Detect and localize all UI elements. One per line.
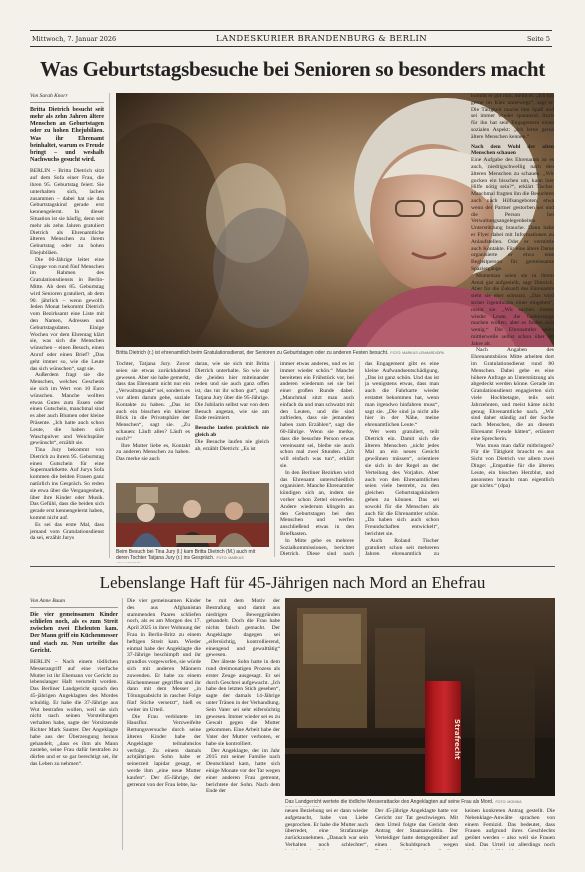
- paragraph: Der älteste Sohn hatte in dem rund dreimonatigen Prozess als erster Zeuge ausgesagt. Er sei durch Geschrei aufgewacht. „Ich habe den letzten Stich gesehen“, sagte der damals 14-Jährige unter Tränen in der Verhandlung. Sein Vater sei sehr eifersüchtig gewesen. Immer wieder sei es zu Gewalt gegen die Mutter gekommen. Eine Arbeit habe der Vater der Mutter verboten, er habe sie kontrolliert.: [206, 659, 280, 747]
- paragraph: Der Angeklagte, der im Jahr 2015 mit seiner Familie nach Deutschland kam, hatte sich einige Monate vor der Tat wegen einer anderen Frau getrennt, berichtete der Sohn. Nach dem Ende der: [206, 747, 280, 795]
- paragraph: keinen konkreten Antrag gestellt. Die Nebenklage-Anwälte sprachen von einem Femizid. Das bedeutet, dass Frauen aufgrund ihres Geschlechts getötet werden – also weil sie Frauen sind. Das Urteil ist allerdings noch: [465, 808, 555, 848]
- article1-subheading-2: Nach dem Wohl der alten Menschen schauen: [471, 143, 554, 157]
- photo-courtroom: [285, 598, 555, 796]
- masthead: [30, 30, 552, 47]
- paragraph: Der 45-jährige Angeklagte hatte vor Gericht zur Tat geschwiegen. Mit dem Urteil folgte das Gericht dem Antrag der Staatsanwältin. Der Verteidiger hatte demgegenüber auf einen Schuldspruch wegen: [375, 808, 458, 848]
- paragraph: daran, wie sie sich mit Britta Dietrich unterhalte. So wie sie die „beiden hier miteinander reden und sie auch ganz offen ist, das tut ihr schon gut“, sagt Tatjana Jury über die 95-Jährige. Die Jubilarin selbst war von dem Besuch angetan, wie sie am Ende resümiert.: [195, 361, 269, 422]
- photo3-caption: [285, 799, 555, 807]
- paragraph: Außerdem fragt sie die Menschen, welches Geschenk sie sich im Wert von 10 Euro wünschen. Manche wollten etwas Gutes zum Essen oder einen Gutschein, manchmal sind es aber auch Blumen oder kleine Präsente. „Ich hatte auch schon Leute, die haben sich Waschpulver und Weichspüler gewünscht“, erzählt sie.: [30, 372, 104, 447]
- paragraph: Auch Roland Tischer gratuliert schon seit mehreren Jahren ehrenamtlich zu: [365, 537, 439, 557]
- paragraph: Es sei das erste Mal, dass jemand vom Gratulationsdienst da sei, erzählt Jurys: [30, 521, 104, 542]
- article1-headline: Was Geburtstagsbesuche bei Senioren so besonders macht: [40, 57, 545, 81]
- article2-column-1: [30, 598, 118, 848]
- photo1-caption-text: Britta Dietrich (r.) ist ehrenamtlich beim Gratulationsdienst, der Senioren zu Geburtstagen oder zu anderen Festen besucht.: [116, 350, 389, 356]
- newspaper-name: LANDESKURIER BRANDENBURG & BERLIN: [215, 33, 428, 44]
- penal-code-book: [425, 681, 461, 793]
- photo1-credit: FOTO: MARKUS LENHARD/DPA: [390, 351, 444, 355]
- page-number: Seite 5: [526, 34, 550, 43]
- paragraph: In den Berliner Bezirken wird das Ehrenamt unterschiedlich organisiert. Manche Ehrenamtler kündigen sich an, indem sie vorher schon Zettel einwerfen. Andere wiederum klingeln an den Geburtstagen bei den Menschen und werfen anschließend etwas in den Briefkasten.: [280, 469, 354, 537]
- paragraph: Die 60-Jährige leitet eine Gruppe von rund fünf Menschen im Rahmen des Gratulationsdiensts in Berlin-Mitte. Ab dem 85. Geburtstag wird Senioren gratuliert, ab dem 90. jährlich – wenn gewollt. Jeden Monat bekommt Dietrich vom Bezirksamt eine Liste mit den Namen, Adressen und Geburtstagsdaten. Einige Wochen vor dem Ehrentag klärt sie, was sich die Menschen wünschen – einen Besuch, einen Anruf oder einen Brief? „Das geht immer so, wie die Leute das sich wünschen“, sagt sie.: [30, 256, 104, 372]
- article1-column-4: [280, 361, 354, 557]
- photo3-credit: FOTO: MONIKA: [495, 800, 522, 804]
- photo2-caption: [116, 549, 269, 563]
- paragraph: Die Besuche laufen nie gleich ab, erzählt Dietrich: „Es ist: [195, 438, 269, 452]
- paragraph: Ihre Mutter liebe es, Kontakt zu anderen Menschen zu haben. Das merke sie auch: [116, 442, 190, 463]
- issue-date: Mittwoch, 7. Januar 2026: [32, 34, 117, 43]
- photo-courtroom-image: [285, 598, 555, 796]
- photo2-credit: FOTO: MARKUS: [216, 556, 244, 560]
- article2-column-3: [206, 598, 280, 848]
- paragraph: immer etwas anderes, und es ist immer wieder schön.“ Manche bereiteten ein Frühstück vor, bei anderen wiederum sei sie bei einer großen Runde dabei. „Manchmal sitzt man auch einfach da und man schwatzt mit den Leuten, und die sind zufrieden, dass sie jemanden haben zum Erzählen“, sagt die 60-Jährige. Wenn sie merke, dass die besuchte Person etwas vereinsamt sei, bleibe sie auch schon mal zwei Stunden. „Ich will einfach was tun“, erklärt sie.: [280, 361, 354, 469]
- paragraph: Wer wem gratuliert, teilt Dietrich ein. Damit sich die älteren Menschen „nicht jedes Mal an ein neues Gesicht gewöhnen müssen“, orientiere sie sich in der Regel an der Verteilung des Vorjahrs. Aber auch von den Ehrenamtlichen seien viele bestrebt, zu den gleichen Geburtstagskindern gehen zu können. Das sei sowohl für die Menschen als auch für die Ehrenamtler schön. „Da haben sich auch schon Freundschaften entwickelt“, berichtet sie.: [365, 428, 439, 537]
- article2-column-2: [127, 598, 201, 848]
- article2-column-4: [285, 808, 368, 850]
- paragraph: neuen Beziehung sei er dann wieder aufgetaucht, habe von Liebe gesprochen. Er habe die Mutter auch überredet, eine Strafanzeige zurückzunehmen. „Danach war sein Verhalten noch schlechter“,: [285, 808, 368, 848]
- article1-column-1: [30, 93, 104, 555]
- photo2-caption-text: Beim Besuch bei Tina Jury (l.) kam Britta Dietrich (M.) auch mit deren Tochter Tatjana Jury (r.) ins Gespräch.: [116, 549, 256, 561]
- article2-column-6: [465, 808, 555, 850]
- article1-column-2: [116, 361, 190, 481]
- paragraph: kommt er gut rum, meint er. „Ich bin gerne im Kiez unterwegs“, sagt er. Die Tätigkeit mache ihm Spaß und sei immer wieder spannend. Auch für ihn hat sein Engagement einen sozialen Aspekt: „Ich lerne gerne ältere Menschen kennen.“: [471, 93, 554, 140]
- paragraph: be mit dem Motiv der Bestrafung und damit aus niedrigen Beweggründen gehandelt. Doch die Frau habe nichts falsch gemacht. Der Angeklagte dagegen sei „eifersüchtig, kontrollierend, einengend und gewalttätig“ gewesen.: [206, 598, 280, 659]
- article2-column-5: [375, 808, 458, 850]
- photo-birthday-visit-image: [116, 483, 269, 547]
- paragraph: BERLIN – Nach einem tödlichen Messerangriff auf eine vierfache Mutter ist ihr Ehemann vor Gericht zu lebenslanger Haft verurteilt worden. Das Berliner Landgericht sprach den 45-jährigen Angeklagten des Mordes schuldig. Er habe die 37-Jährige aus Wut bestrafen wollen, weil sie sich nicht nach seinen Vorstellungen verhalten habe, sagte der Vorsitzende Richter Mark Sautter. Der Angeklagte habe aus der Überzeugung heraus gehandelt, „dass es ihm als Mann zustehe, seine Frau dafür bestrafen zu dürfen und er so gar berechtigt sei, ihr das Leben zu nehmen“.: [30, 659, 118, 767]
- paragraph: Was muss man dafür mitbringen? Für die Tätigkeit braucht es aus Sicht von Dietrich vor allem zwei Dinge: „Empathie für die älteren Leute, ein bisschen Herzblut, und ansonsten braucht man eigentlich gar nichts.“ (dpa): [471, 442, 554, 490]
- paragraph: das Engagement gibt es eine kleine Aufwandsentschädigung. „Das ist ganz schön. Und das ist ja wenigstens etwas, dass man auch die Fahrkarte wieder erstattet bekommen hat, wenn man irgendwo hinfahren muss“, sagt sie. „Die sind ja nicht alle hier in der Nähe, meine ehrenamtlichen Leute.“: [365, 361, 439, 429]
- paragraph: In Mitte gebe es mehrere Sozialkommissionen, berichtet Dietrich. Diese sind nach: [280, 537, 354, 557]
- paragraph: Die vier gemeinsamen Kinder des aus Afghanistan stammenden Paares schliefen noch, als es am Morgen des 17. April 2025 in ihrer Wohnung der Frau in Berlin-Britz zu einem heftigen Streit kam. Wieder einmal habe der Angeklagte die 37-Jährige beschimpft und ihr grundlos vorgeworfen, sie würde sich mit anderen Männern zuwenden. Er habe zu einem Küchenmesser gegriffen und ihr dann mit dem Messer „in Tötungsabsicht in rascher Folge fünf Stiche versetzt“, hieß es weiter im Urteil.: [127, 598, 201, 713]
- paragraph: Nach Angaben des Ehrenamtsbüros Mitte arbeiten dort im Gratulationsdienst rund 80 Menschen. Dabei gebe es eine höhere Anfrage an Unterstützung als abgedeckt werden könne. Gerade im Gratulationsdienst engagierten sich viele Hochbetagte, teils seit Jahrzehnten, und meist käme nicht genug Ehrenamtliche nach. „Wir sind daher ständig auf der Suche nach Menschen, die an diesem Ehrenamt Freude hätten“, erläutert eine Sprecherin.: [471, 347, 554, 442]
- paragraph: Tochter, Tatjana Jury. Zuvor seien sie etwas zurückhaltend gewesen. Aber sie habe gemerkt, dass das Ehrenamt nicht nur ein „Verwaltungsakt“ sei, sondern es vor allem darum gehe, soziale Kontakte zu haben. „Das ist auch ein bisschen ein kleiner Blick in die Privatsphäre der Menschen“, sagt sie. „Zu schauen: Läuft alles? Läuft es noch?“: [116, 361, 190, 442]
- article2-byline: Von Anne Baum: [30, 598, 118, 608]
- article2-headline: Lebenslange Haft für 45-Jährigen nach Mord an Ehefrau: [99, 573, 486, 592]
- paragraph: Eine Aufgabe des Ehrenamts ist es auch, niedrigschwellig nach den älteren Menschen zu schauen. „Wir gucken ein bisschen um, kann hier Hilfe nötig sein?“, erklärt Tischer. Manchmal fragten ihn die Besuchten auch nach Hilfsangeboten, etwa wenn der Partner gestorben sei und die Person bei Verwaltungsangelegenheiten Unterstützung brauche. Dann habe er Flyer dabei mit Informationen zu Anlaufstellen. Oder er vermittle auch Kontakte. Für eine ältere Dame organisierte er etwa eine Begleitperson für gemeinsame Spaziergänge.: [471, 157, 554, 272]
- article1-subheading-1: Besuche laufen praktisch nie gleich ab: [195, 425, 269, 438]
- article1-column-6: [471, 93, 554, 555]
- paragraph: BERLIN – Britta Dietrich sitzt auf dem Sofa einer Frau, die ihren 95. Geburtstag feiert. Sie unterhalten sich, lachen zusammen – dabei hat sie das Geburtstagskind gerade erst kennengelernt. In dieser Situation ist sie häufig, denn seit mehr als zehn Jahren gratuliert Dietrich als Ehrenamtliche älteren Menschen zu ihrem Geburtstag oder zu hohen Ehejubiläen.: [30, 168, 104, 256]
- article2-lead: Die vier gemeinsamen Kinder schliefen noch, als es zum Streit zwischen zwei Eheleuten kam. Der Mann griff ein Küchenmesser und stach zu. Nun urteilte das Gericht.: [30, 611, 118, 654]
- paragraph: Die Frau verblutete im Hausflur. Verzweifelte Rettungsversuche durch seine älteren Kinder habe der Angeklagte teilnahmslos verfolgt. Zu einem damals achtjährigen Sohn habe er seinerzeit lapidar gesagt, er werde ihm „eine neue Mutter kaufen“. Der 45-Jährige, der getrennt von der Frau lebte, ha-: [127, 713, 201, 788]
- paragraph: Tina Jury bekommt von Dietrich zu ihrem 95. Geburtstag einen Gutschein für eine Supermarktkette. Auf Jurys Sofa kommen die beiden Frauen ganz natürlich ins Gespräch. So reden sie etwa über die Vergangenheit, über ihre Kinder oder Musik. Das Gefühl, dass die beiden sich gerade erst kennengelernt haben, kommt nicht auf.: [30, 447, 104, 522]
- paragraph: Momentan seien sie in ihrem Areal gut aufgestellt, sagt Dietrich. Aber für die Zukunft des Ehrenamts sieht sie eher schwarz. „Das wird sicher irgendwann einer eingehen“, meint sie. „Wir suchen immer wieder Leute, die Geburtstage machen wollen, aber es finden sich wenig.“ Die Ehrenamtler seien mittlerweile selbst schon über 80 Jahre alt.: [471, 272, 554, 347]
- photo-birthday-visit: [116, 483, 269, 547]
- photo3-caption-text: Das Landgericht wertete die tödliche Messerattacke des Angeklagten auf seine Frau als Mord.: [285, 799, 494, 805]
- book-spine-label: Strafrecht: [453, 718, 461, 760]
- article1-column-5: [365, 361, 439, 557]
- article1-lead: Britta Dietrich besucht seit mehr als zehn Jahren ältere Menschen an Geburtstagen oder zu hohen Ehejubiläen. Was ihr Ehrenamt beinhaltet, warum es Freude bringt – und weshalb Nachwuchs gesucht wird.: [30, 106, 104, 164]
- article1-byline: Von Sarah Knorr: [30, 93, 104, 103]
- article1-column-3: [195, 361, 269, 481]
